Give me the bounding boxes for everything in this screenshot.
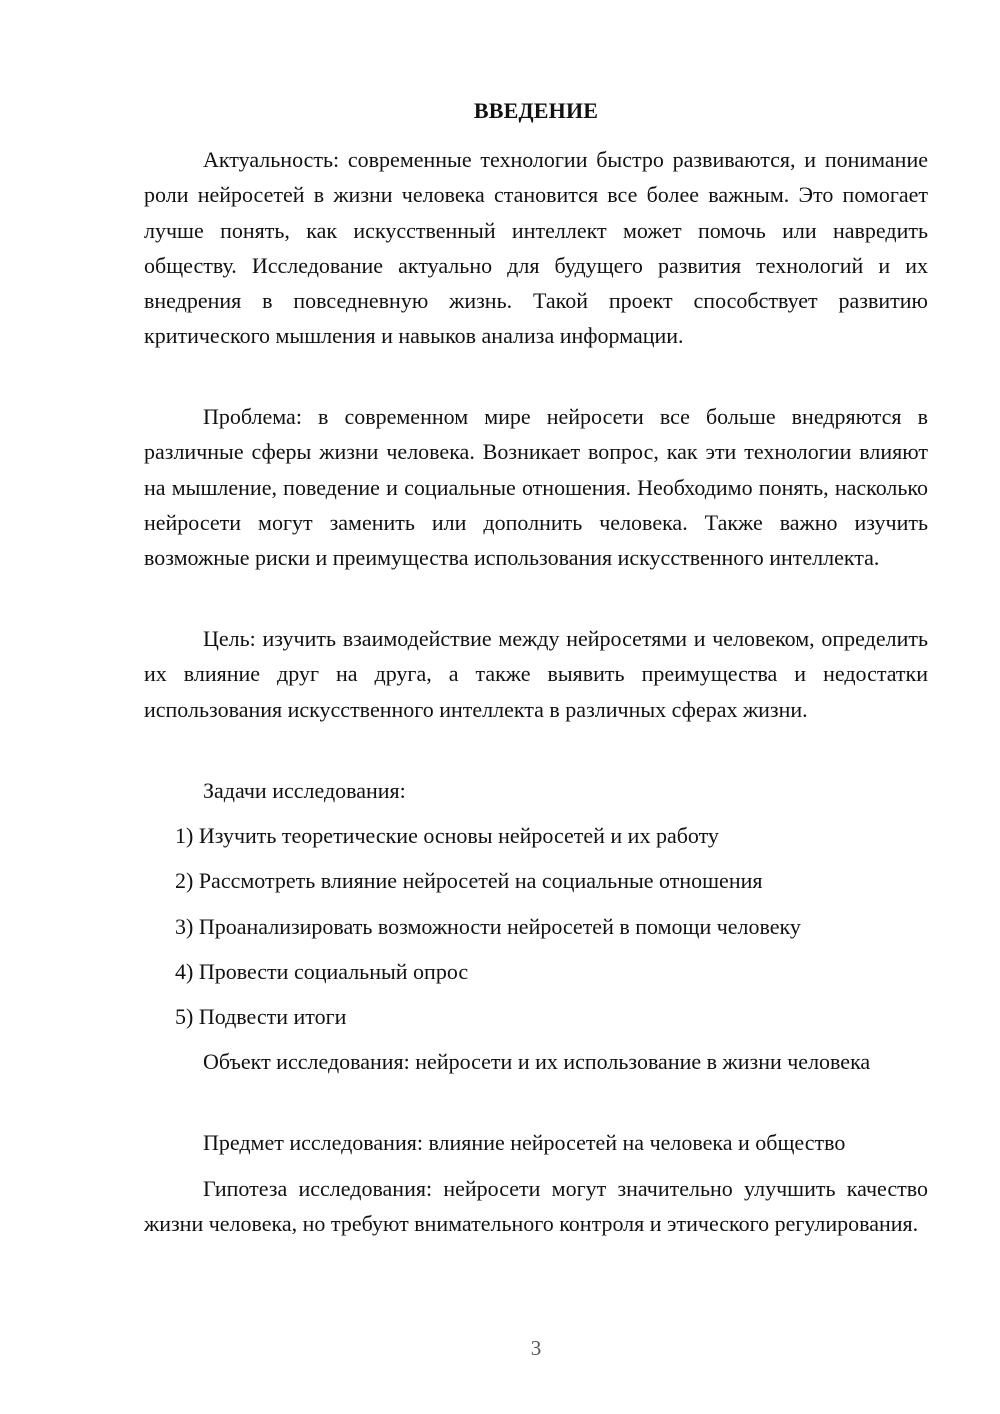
task-item-5: 5) Подвести итоги xyxy=(175,1004,347,1029)
page-number: 3 xyxy=(530,1336,542,1360)
subject-paragraph: Предмет исследования: влияние нейросетей на человека и общество xyxy=(203,1130,846,1155)
section-title: ВВЕДЕНИЕ xyxy=(473,98,599,123)
problem-paragraph: Проблема: в современном мире нейросети все больше внедряются в различные сферы жизни человека. Возникает вопрос, как эти технологии влияют на мышление, поведение и социальные отношения. Необходимо понять, насколько нейросети могут заменить или дополнить человека. Также важно изучить возможные риски и преимущества использования искусственного интеллекта. xyxy=(144,404,928,571)
hypothesis-paragraph: Гипотеза исследования: нейросети могут значительно улучшить качество жизни человека, но требуют внимательного контроля и этического регулирования. xyxy=(144,1176,928,1237)
task-item-1: 1) Изучить теоретические основы нейросетей и их работу xyxy=(175,823,719,848)
goal-paragraph: Цель: изучить взаимодействие между нейросетями и человеком, определить их влияние друг на друга, а также выявить преимущества и недостатки использования искусственного интеллекта в различных сферах жизни. xyxy=(144,626,928,722)
object-paragraph: Объект исследования: нейросети и их использование в жизни человека xyxy=(203,1049,871,1074)
task-item-3: 3) Проанализировать возможности нейросетей в помощи человеку xyxy=(175,914,801,939)
relevance-paragraph: Актуальность: современные технологии быстро развиваются, и понимание роли нейросетей в жизни человека становится все более важным. Это помогает лучше понять, как искусственный интеллект может помочь или навредить обществу. Исследование актуально для будущего развития технологий и их внедрения в повседневную жизнь. Такой проект способствует развитию критического мышления и навыков анализа информации. xyxy=(144,147,928,349)
tasks-heading: Задачи исследования: xyxy=(203,778,406,803)
task-item-2: 2) Рассмотреть влияние нейросетей на социальные отношения xyxy=(175,868,763,893)
task-item-4: 4) Провести социальный опрос xyxy=(175,959,469,984)
